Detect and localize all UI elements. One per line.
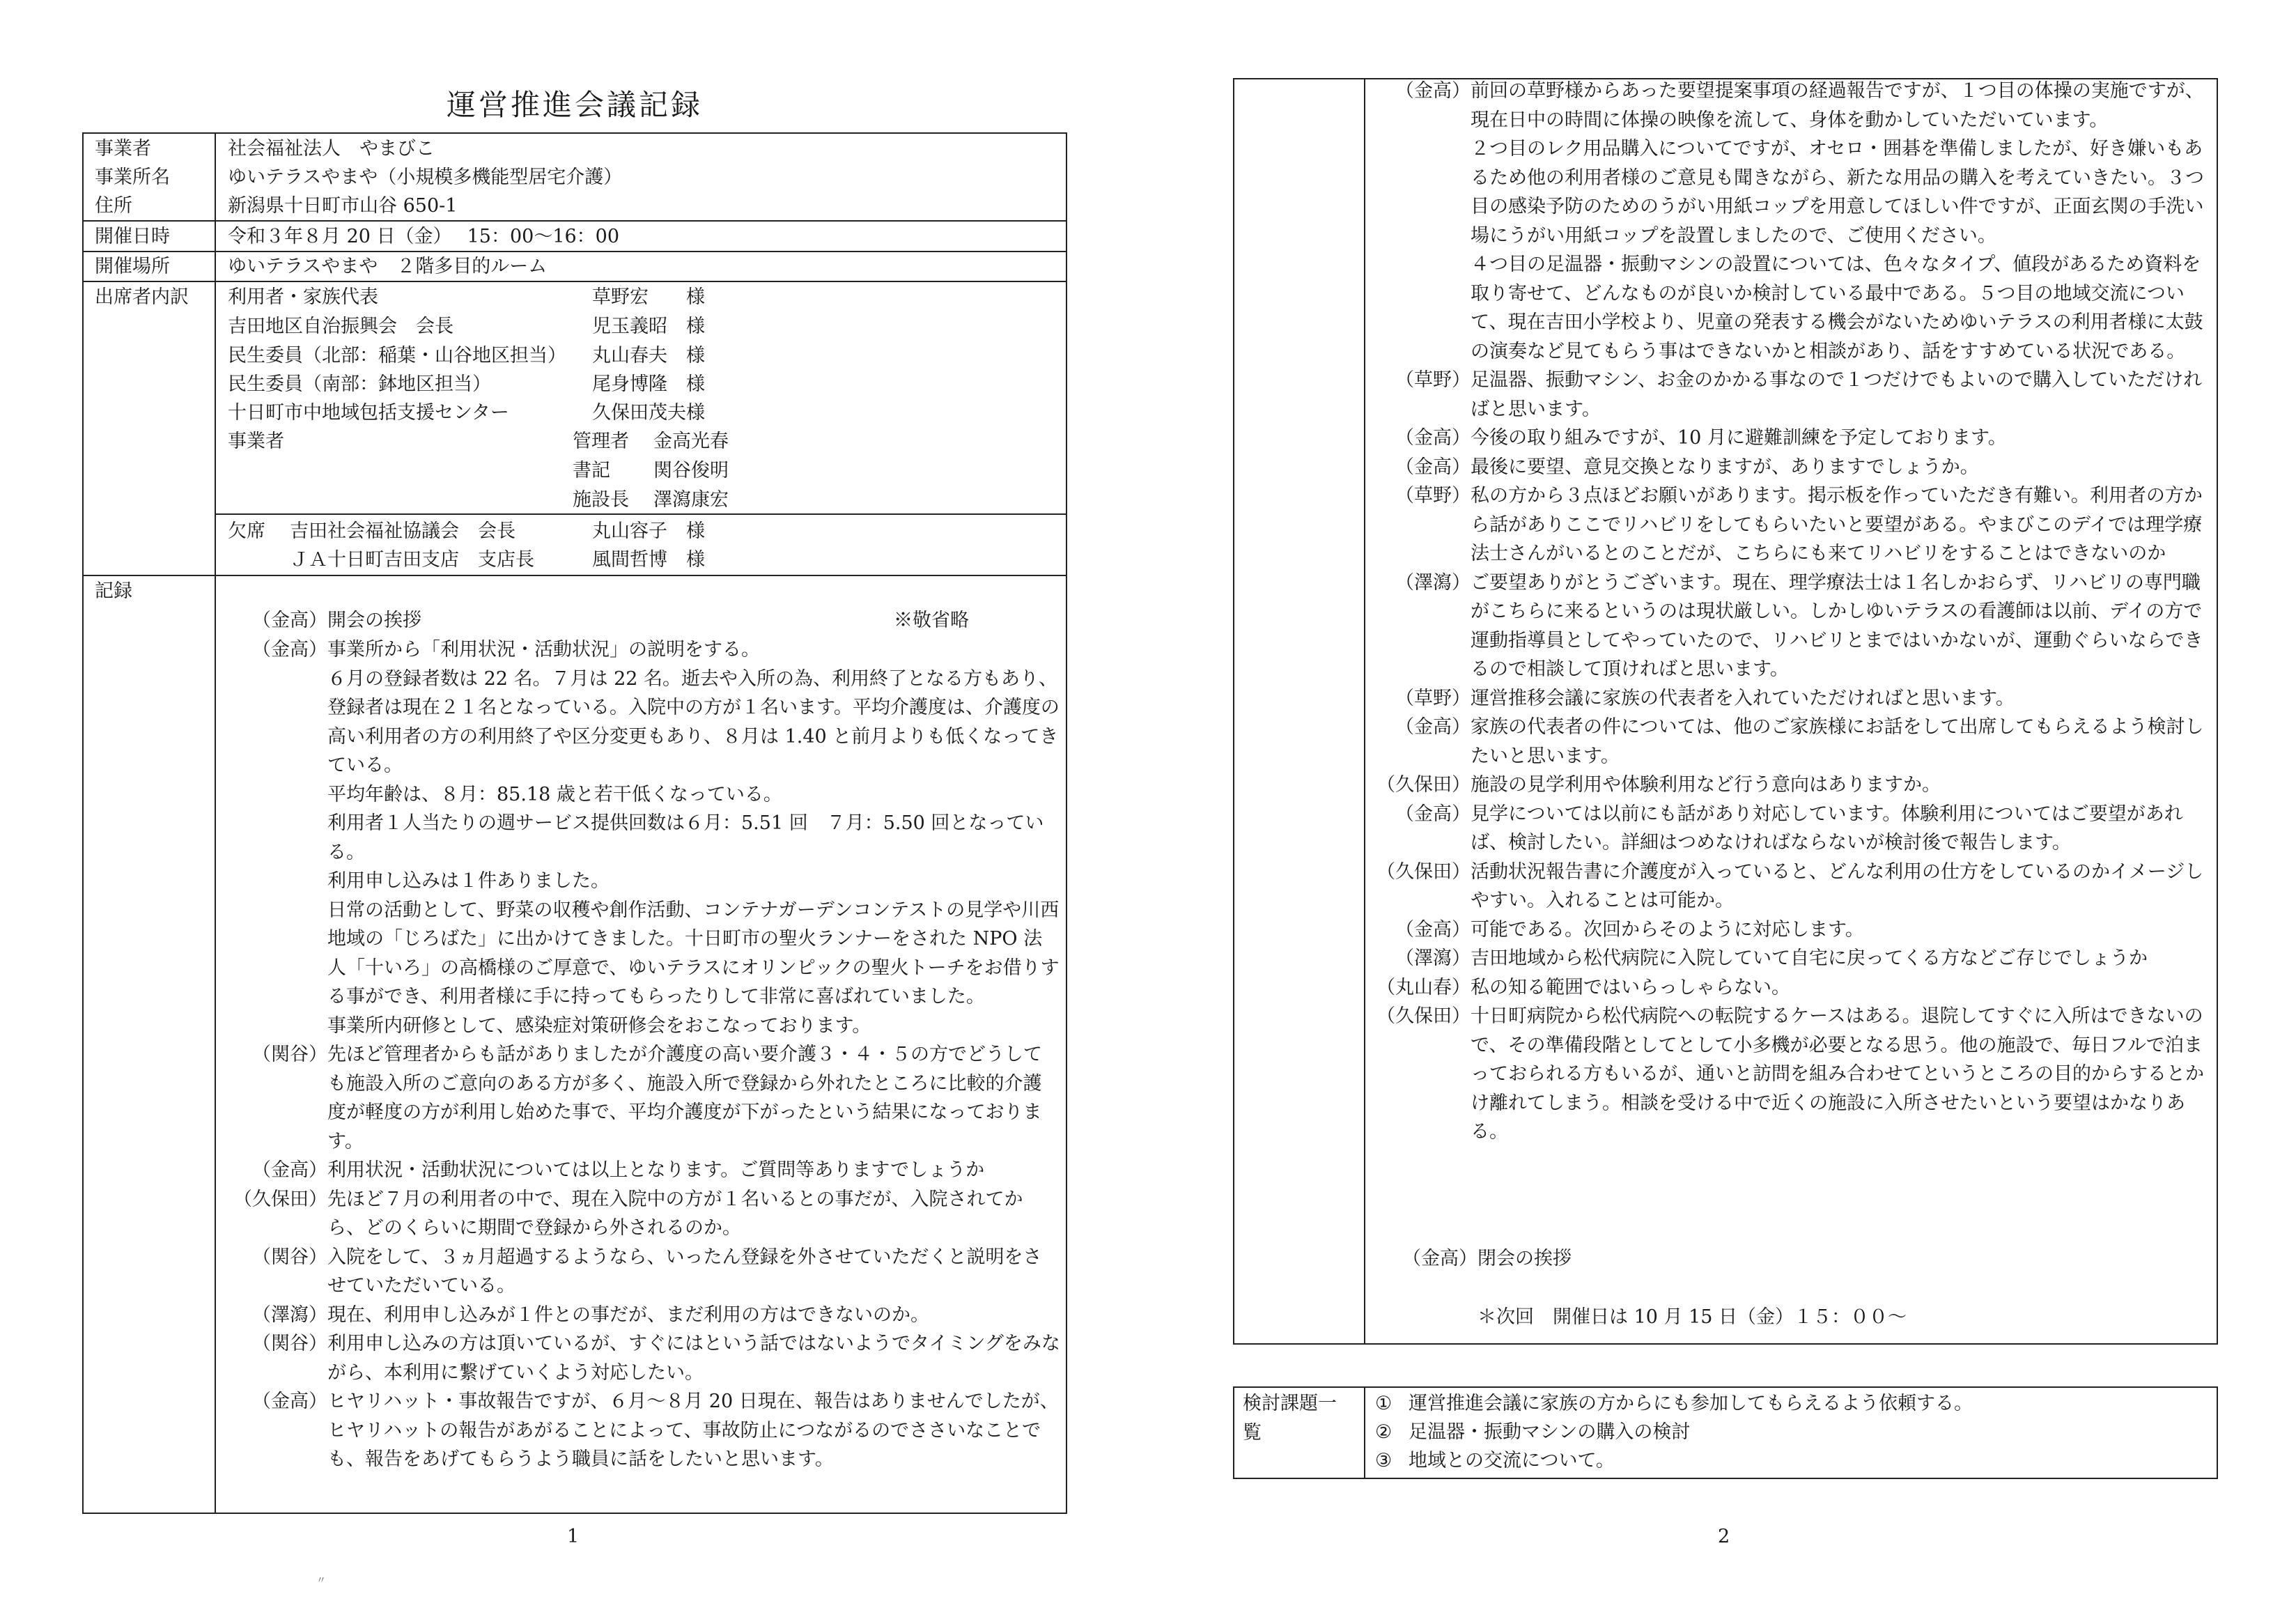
record-item: [230, 635, 1060, 1040]
issue-text: 足温器・振動マシンの購入の検討: [1409, 1421, 1691, 1443]
record-line: ４つ目の足温器・振動マシンの設置については、色々なタイプ、値段があるため資料を取り寄せて、どんなものが良いか検討している最中である。５つ目の地域交流について、現在吉田小学校より、児童の発表する機会がないためゆいテラスの利用者様に太鼓の演奏など見てもらう事はできないかと相談があり、話をすすめている状況である。: [1471, 254, 2203, 362]
record-speaker: （関谷）: [252, 1044, 327, 1065]
record-item: [1374, 713, 2210, 771]
record-item: [1374, 77, 2210, 366]
record-body: 私の方から３点ほどお願いがあります。掲示板を作っていただき有難い。利用者の方から話がありここでリハビリをしてもらいたいと要望がある。やまびこのデイでは理学療法士さんがいるとのことだが、こちらにも来てリハビリをすることはできないのか: [1471, 485, 2203, 564]
record-line: 前回の草野様からあった要望提案事項の経過報告ですが、１つ目の体操の実施ですが、現在日中の時間に体操の映像を流して、身体を動かしていただいています。: [1471, 80, 2204, 131]
record-item: [230, 1301, 1060, 1330]
record-item: [1374, 366, 2210, 424]
value-kaisai-basho: ゆいテラスやまや ２階多目的ルーム: [228, 256, 548, 277]
label-column-divider: [215, 132, 216, 1514]
record-item: [230, 1156, 1060, 1185]
value-jusho: 新潟県十日町市山谷 650-1: [228, 195, 458, 217]
record-speaker: （久保田）: [1376, 860, 1471, 883]
row-divider: [82, 575, 1067, 576]
record-body: 施設の見学利用や体験利用など行う意向はありますか。: [1471, 774, 1941, 796]
attendee-role: 利用者・家族代表: [228, 286, 378, 308]
record-line: ２つ目のレク用品購入についてですが、オセロ・囲碁を準備しましたが、好き嫌いもあるため他の利用者様のご意見も聞きながら、新たな用品の購入を考えていきたい。３つ目の感染予防のためのうがい用紙コップを用意してほしい件ですが、正面玄関の手洗い場にうがい用紙コップを設置しましたので、ご使用ください。: [1471, 138, 2204, 247]
record-body: 利用申し込みの方は頂いているが、すぐにはという話ではないようでタイミングをみながら、本利用に繋げていくよう対応したい。: [327, 1333, 1060, 1384]
record-line: 平均年齢は、８月：85.18 歳と若干低くなっている。: [327, 783, 782, 805]
issue-number: ③: [1375, 1450, 1393, 1471]
row-divider: [215, 513, 1067, 515]
record-item: [230, 1329, 1060, 1387]
record-speaker: （金高）: [1395, 427, 1471, 449]
attendee-name: 久保田茂夫様: [592, 402, 705, 424]
record-item: [230, 1243, 1060, 1301]
attendee-role: 吉田地区自治振興会 会長: [228, 316, 453, 337]
record-body: 吉田地域から松代病院に入院していて自宅に戻ってくる方などご存じでしょうか: [1471, 948, 2148, 969]
record-speaker: （金高）: [1395, 80, 1471, 102]
opening-speaker: （金高）: [252, 610, 327, 631]
scan-speck: 〃: [316, 1575, 326, 1586]
record-body: [327, 635, 1060, 1040]
record-speaker: （金高）: [252, 1159, 327, 1181]
record-line: 事業所内研修として、感染症対策研修会をおこなっております。: [327, 1014, 871, 1037]
record-item: [1374, 944, 2210, 973]
record-speaker: （金高）: [1395, 456, 1471, 478]
label-shusseki: 出席者内訳: [95, 286, 189, 308]
page-number: 2: [1718, 1526, 1730, 1547]
staff-name: 関谷俊明: [653, 460, 729, 481]
record-line: ６月の登録者数は 22 名。７月は 22 名。逝去や入所の為、利用終了となる方もあり、登録者は現在２１名となっている。入院中の方が１名います。平均介護度は、介護度の高い利用者の方の利用終了や区分変更もあり、８月は 1.40 と前月よりも低くなってきている。: [327, 667, 1060, 776]
record-body: 可能である。次回からそのように対応します。: [1471, 918, 1864, 941]
record-speaker: （関谷）: [252, 1333, 327, 1354]
record-speaker: （金高）: [1395, 716, 1471, 738]
record-body: ヒヤリハット・事故報告ですが、６月～８月 20 日現在、報告はありませんでしたが、ヒヤリハットの報告があがることによって、事故防止につながるのでささいなことでも、報告をあげてもらうよう職員に話をしたいと思います。: [327, 1391, 1059, 1470]
record-item: [1374, 684, 2210, 713]
record-body: 十日町病院から松代病院への転院するケースはある。退院してすぐに入所はできないので、その準備段階としてとして小多機が必要となる思う。他の施設で、毎日フルで泊まっておられる方もいるが、通いと訪問を組み合わせてというところの目的からするとかけ離れてしまう。相談を受ける中で近くの施設に入所させたいという要望はかなりある。: [1471, 1005, 2204, 1143]
record-speaker: （丸山春）: [1376, 976, 1471, 998]
record-item: [1374, 1002, 2210, 1147]
record-item: [230, 1040, 1060, 1156]
value-kaisai-nichiji: 令和３年８月 20 日（金） 15：00～16：00: [228, 226, 620, 247]
value-jigyousha: 社会福祉法人 やまびこ: [228, 138, 435, 160]
closing-speaker: （金高）: [1402, 1248, 1477, 1269]
label-column-divider: [1364, 78, 1365, 1345]
attendee-role: 十日町市中地域包括支援センター: [228, 402, 509, 424]
attendee-name: 丸山春夫 様: [592, 345, 705, 366]
record-list-page1: [230, 635, 1060, 1474]
record-line: 利用者１人当たりの週サービス提供回数は６月：5.51 回 ７月：5.50 回となっている。: [327, 812, 1044, 863]
record-line: 日常の活動として、野菜の収穫や創作活動、コンテナガーデンコンテストの見学や川西地域の「じろばた」に出かけてきました。十日町市の聖火ランナーをされた NPO 法人「十いろ」の高橋様のご厚意で、ゆいテラスにオリンピックの聖火トーチをお借りする事ができ、利用者様に手に持ってもらったりして非常に喜ばれていました。: [327, 899, 1060, 1007]
staff-name: 金高光春: [653, 431, 729, 452]
record-body: 先ほど管理者からも話がありましたが介護度の高い要介護３・４・５の方でどうしても施設入所のご意向のある方が多く、施設入所で登録から外れたところに比較的介護度が軽度の方が利用し始めた事で、平均介護度が下がったという結果になっております。: [327, 1044, 1042, 1152]
absent-label: 欠席: [228, 520, 265, 542]
record-line: 事業所から「利用状況・活動状況」の説明をする。: [327, 639, 760, 660]
issue-number: ①: [1375, 1393, 1393, 1414]
record-list-page2: [1374, 77, 2210, 1147]
record-item: [1374, 453, 2210, 482]
absent-role: ＪＡ十日町吉田支店 支店長: [290, 549, 534, 571]
record-speaker: （草野）: [1395, 369, 1471, 391]
label-jigyousho: 事業所名: [95, 167, 170, 188]
label-kiroku: 記録: [95, 580, 132, 602]
label-jusho: 住所: [95, 195, 132, 217]
record-item: [1374, 915, 2210, 945]
label-kaisai-basho: 開催場所: [95, 256, 170, 277]
label-kaisai-nichiji: 開催日時: [95, 226, 170, 247]
staff-name: 澤瀉康宏: [653, 489, 729, 511]
value-jigyousho: ゆいテラスやまや（小規模多機能型居宅介護）: [228, 167, 623, 188]
document-title: 運営推進会議記録: [446, 88, 703, 122]
record-item: [1374, 973, 2210, 1003]
record-item: [1374, 858, 2210, 915]
record-item: [230, 1185, 1060, 1243]
record-body: 今後の取り組みですが、10 月に避難訓練を予定しております。: [1471, 427, 2007, 449]
record-body: 利用状況・活動状況については以上となります。ご質問等ありますでしょうか: [327, 1159, 985, 1181]
record-body: 入院をして、３ヵ月超過するようなら、いったん登録を外させていただくと説明をさせていただいている。: [327, 1246, 1042, 1297]
record-body: 足温器、振動マシン、お金のかかる事なので１つだけでもよいので購入していただければと思います。: [1471, 369, 2203, 420]
record-speaker: （関谷）: [252, 1246, 327, 1268]
page-2: [1148, 0, 2296, 1624]
record-body: 見学については以前にも話があり対応しています。体験利用についてはご要望があれば、検討したい。詳細はつめなければならないが検討後で報告します。: [1471, 803, 2183, 853]
record-item: [1374, 424, 2210, 453]
attendee-name: 尾身博隆 様: [592, 373, 705, 395]
attendee-name: 草野宏 様: [592, 286, 705, 308]
record-body: 運営推移会議に家族の代表者を入れていただければと思います。: [1471, 687, 2015, 709]
record-item: [1374, 771, 2210, 800]
staff-role: 管理者: [573, 431, 629, 452]
record-item: [1374, 481, 2210, 569]
record-speaker: （金高）: [1395, 918, 1471, 941]
record-item: [1374, 569, 2210, 684]
absent-role: 吉田社会福祉協議会 会長: [290, 520, 515, 542]
record-speaker: （草野）: [1395, 687, 1471, 709]
issues-label-divider: [1364, 1386, 1365, 1479]
record-speaker: （久保田）: [1376, 774, 1471, 796]
record-body: 活動状況報告書に介護度が入っていると、どんな利用の仕方をしているのかイメージしやすい。入れることは可能か。: [1471, 860, 2204, 911]
record-item: [230, 1387, 1060, 1474]
record-body: 家族の代表者の件については、他のご家族様にお話をして出席してもらえるよう検討したいと思います。: [1471, 716, 2204, 767]
record-speaker: （久保田）: [233, 1188, 327, 1210]
record-speaker: （草野）: [1395, 485, 1471, 506]
issue-number: ②: [1375, 1421, 1393, 1443]
record-body: ご要望ありがとうございます。現在、理学療法士は１名しかおらず、リハビリの専門職がこちらに来るというのは現状厳しい。しかしゆいテラスの看護師は以前、デイの方で運動指導員としてやっていたので、リハビリとまではいかないが、運動ぐらいならできるので相談して頂ければと思います。: [1471, 571, 2203, 680]
absent-name: 丸山容子 様: [592, 520, 705, 542]
record-body: 先ほど７月の利用者の中で、現在入院中の方が１名いるとの事だが、入院されてから、どのくらいに期間で登録から外されるのか。: [327, 1188, 1023, 1239]
record-line: 利用申し込みは１件ありました。: [327, 870, 610, 892]
page-number: 1: [567, 1526, 580, 1547]
record-speaker: （金高）: [252, 1391, 327, 1412]
staff-role: 書記: [573, 460, 610, 481]
record-body: [1471, 77, 2210, 366]
staff-role: 施設長: [573, 489, 629, 511]
attendee-name: 児玉義昭 様: [592, 316, 705, 337]
record-speaker: （澤瀉）: [252, 1304, 327, 1326]
label-jigyousha: 事業者: [95, 138, 151, 160]
record-body: 私の知る範囲ではいらっしゃらない。: [1471, 976, 1790, 998]
record-speaker: （澤瀉）: [1395, 571, 1471, 594]
issues-label: 検討課題一覧: [1243, 1393, 1337, 1444]
record-item: [1374, 800, 2210, 858]
record-speaker: （澤瀉）: [1395, 948, 1471, 969]
next-meeting: ＊次回 開催日は 10 月 15 日（金）１５：００～: [1477, 1306, 1907, 1328]
absent-name: 風間哲博 様: [592, 549, 705, 571]
opening-note: ※敬省略: [894, 610, 969, 631]
record-speaker: （久保田）: [1376, 1005, 1471, 1027]
record-speaker: （金高）: [252, 639, 327, 660]
opening-text: 開会の挨拶: [327, 610, 421, 631]
closing-text: 閉会の挨拶: [1477, 1248, 1572, 1269]
staff-label: 事業者: [228, 431, 284, 452]
issue-text: 地域との交流について。: [1409, 1450, 1615, 1471]
attendee-role: 民生委員（南部：鉢地区担当）: [228, 373, 491, 395]
record-body: 現在、利用申し込みが１件との事だが、まだ利用の方はできないのか。: [327, 1304, 929, 1326]
record-speaker: （金高）: [1395, 803, 1471, 825]
attendee-role: 民生委員（北部：稲葉・山谷地区担当）: [228, 345, 566, 366]
issue-text: 運営推進会議に家族の方からにも参加してもらえるよう依頼する。: [1409, 1393, 1973, 1414]
record-body: 最後に要望、意見交換となりますが、ありますでしょうか。: [1471, 456, 1979, 478]
